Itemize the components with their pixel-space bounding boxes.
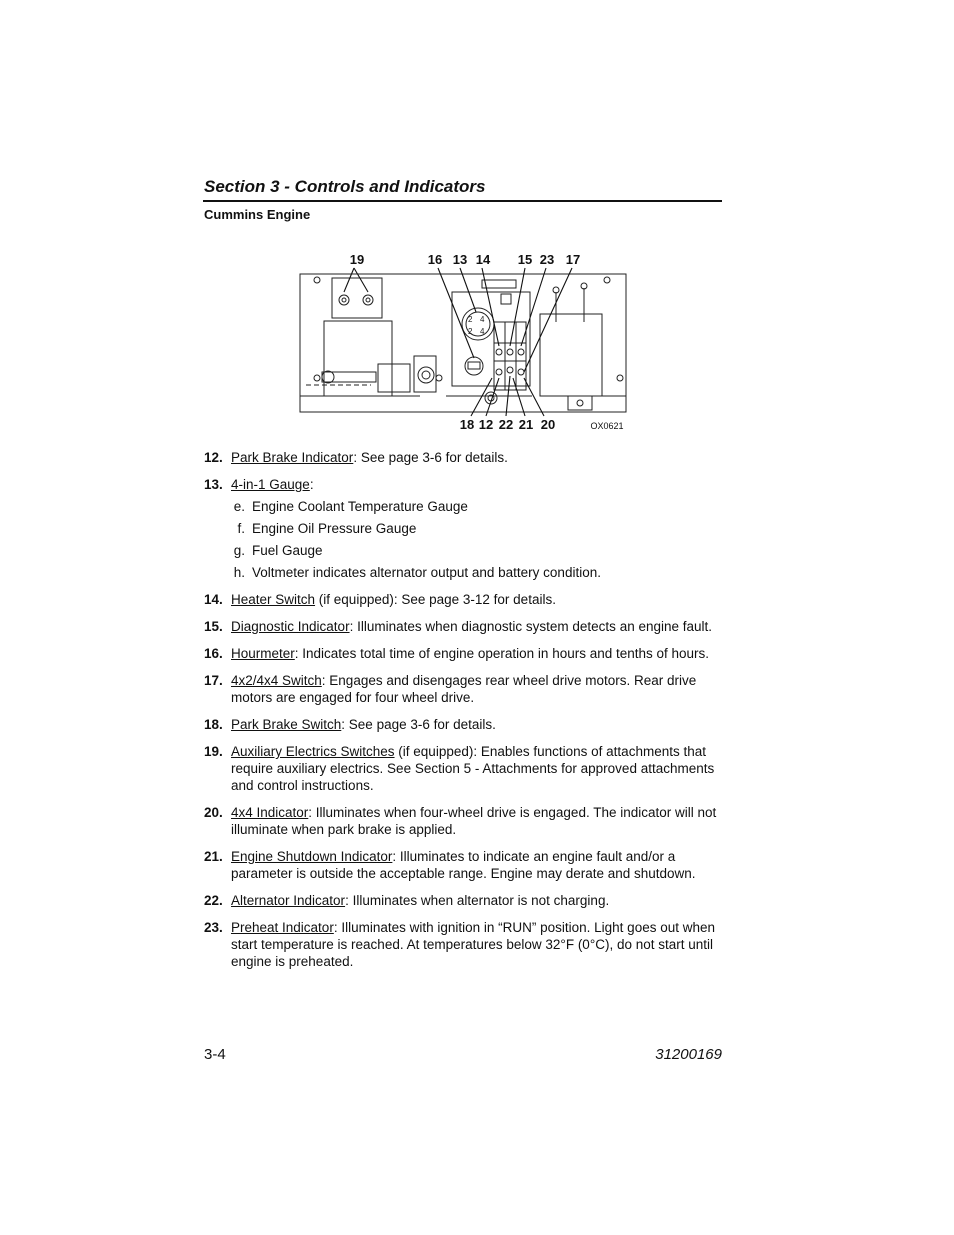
doc-number: 31200169	[655, 1046, 722, 1063]
leader-16	[438, 268, 474, 358]
leader-18	[471, 378, 492, 416]
item-term: Diagnostic Indicator	[231, 619, 350, 634]
item-17	[204, 672, 724, 706]
item-text: (if equipped): See page 3-12 for details.	[315, 592, 556, 607]
item-12	[204, 449, 724, 466]
page-number: 3-4	[204, 1046, 226, 1063]
indicator-light	[496, 369, 502, 375]
leader-19	[344, 268, 368, 292]
sub-letter: f.	[237, 521, 245, 536]
item-number: 12.	[204, 450, 223, 465]
item-19	[204, 743, 724, 794]
item-number: 19.	[204, 744, 223, 759]
item-term: 4-in-1 Gauge	[231, 477, 310, 492]
svg-text:4: 4	[480, 327, 485, 336]
lever	[322, 372, 376, 382]
sub-letter: h.	[233, 565, 245, 580]
mounting-hole	[314, 277, 320, 283]
item-13	[204, 476, 724, 581]
gauge-sublist	[231, 498, 724, 581]
svg-text:2: 2	[468, 327, 473, 336]
leader-17	[524, 268, 572, 372]
item-number: 20.	[204, 805, 223, 820]
indicator-light	[518, 349, 524, 355]
item-text: : Illuminates when alternator is not charging.	[345, 893, 610, 908]
callout-21: 21	[518, 417, 534, 432]
sub-letter: e.	[233, 499, 245, 514]
item-text: : See page 3-6 for details.	[353, 450, 508, 465]
item-number: 16.	[204, 646, 223, 661]
leader-21	[513, 378, 525, 416]
item-term: 4x2/4x4 Switch	[231, 673, 322, 688]
item-term: Alternator Indicator	[231, 893, 346, 908]
gauge-4in1-icon	[462, 308, 494, 340]
item-number: 17.	[204, 673, 223, 688]
item-term: 4x4 Indicator	[231, 805, 309, 820]
indicator-light	[507, 349, 513, 355]
callout-20: 20	[540, 417, 556, 432]
indicator-light	[507, 367, 513, 373]
mounting-hole	[314, 375, 320, 381]
item-16	[204, 645, 724, 662]
subtitle: Cummins Engine	[204, 207, 311, 222]
item-text: : Illuminates to indicate an engine fault and/or a parameter is outside the acceptable range. Engine may derate and shutdown.	[231, 849, 696, 881]
ignition-key-icon	[418, 367, 434, 383]
callout-14: 14	[475, 252, 491, 267]
item-number: 13.	[204, 477, 223, 492]
callout-15: 15	[517, 252, 533, 267]
item-list	[204, 449, 724, 980]
svg-text:2: 2	[468, 315, 473, 324]
item-23	[204, 919, 724, 970]
item-text: : Illuminates when diagnostic system detects an engine fault.	[349, 619, 713, 634]
item-number: 21.	[204, 849, 223, 864]
item-text: (if equipped): Enables functions of attachments that require auxiliary electrics. See Section 5 - Attachments for approved attachments and control instructions.	[231, 744, 715, 793]
callout-17: 17	[565, 252, 581, 267]
item-term: Park Brake Indicator	[231, 450, 354, 465]
sub-text: Fuel Gauge	[252, 543, 323, 558]
dashboard-diagram	[296, 248, 636, 438]
callout-19: 19	[349, 252, 365, 267]
callout-13: 13	[452, 252, 468, 267]
item-text: : Illuminates when four-wheel drive is engaged. The indicator will not illuminate when park brake is applied.	[231, 805, 717, 837]
svg-text:4: 4	[480, 315, 485, 324]
mounting-hole	[436, 375, 442, 381]
sub-text: Engine Oil Pressure Gauge	[252, 521, 417, 536]
item-18	[204, 716, 724, 733]
item-term: Preheat Indicator	[231, 920, 334, 935]
sub-item	[231, 520, 724, 537]
sub-text: Voltmeter indicates alternator output and battery condition.	[252, 565, 601, 580]
ignition-housing	[414, 356, 436, 392]
indicator-light	[518, 369, 524, 375]
item-number: 14.	[204, 592, 223, 607]
aux-switch	[363, 295, 373, 305]
callout-22: 22	[498, 417, 514, 432]
item-number: 18.	[204, 717, 223, 732]
panel-outline	[300, 274, 626, 412]
item-term: Auxiliary Electrics Switches	[231, 744, 395, 759]
item-term: Hourmeter	[231, 646, 295, 661]
item-text: : See page 3-6 for details.	[341, 717, 496, 732]
item-text: : Illuminates with ignition in “RUN” position. Light goes out when start temperature is reached. At temperatures below 32°F (0°C), do not start until engine is preheated.	[231, 920, 716, 969]
leader-13	[460, 268, 476, 312]
item-term: Park Brake Switch	[231, 717, 342, 732]
callout-12: 12	[478, 417, 494, 432]
item-term: Engine Shutdown Indicator	[231, 849, 393, 864]
leader-23	[521, 268, 546, 346]
callout-23: 23	[539, 252, 555, 267]
item-number: 23.	[204, 920, 223, 935]
mounting-hole	[617, 375, 623, 381]
item-number: 22.	[204, 893, 223, 908]
item-text: : Indicates total time of engine operation in hours and tenths of hours.	[294, 646, 710, 661]
aux-switch	[339, 295, 349, 305]
sub-item	[231, 498, 724, 515]
right-module	[540, 314, 602, 396]
sub-text: Engine Coolant Temperature Gauge	[252, 499, 468, 514]
mounting-hole	[604, 277, 610, 283]
item-term: Heater Switch	[231, 592, 316, 607]
leader-20	[524, 378, 544, 416]
item-22	[204, 892, 724, 909]
callout-16: 16	[427, 252, 443, 267]
item-14	[204, 591, 724, 608]
figure-id: OX0621	[590, 421, 624, 431]
sub-item	[231, 564, 724, 581]
item-text: : Engages and disengages rear wheel drive motors. Rear drive motors are engaged for four wheel drive.	[231, 673, 697, 705]
item-21	[204, 848, 724, 882]
section-title: Section 3 - Controls and Indicators	[204, 177, 486, 196]
header-rule	[203, 200, 722, 202]
callout-18: 18	[459, 417, 475, 432]
item-20	[204, 804, 724, 838]
item-15	[204, 618, 724, 635]
sub-item	[231, 542, 724, 559]
indicator-light	[496, 349, 502, 355]
item-number: 15.	[204, 619, 223, 634]
item-text: :	[309, 477, 314, 492]
sub-letter: g.	[233, 543, 245, 558]
